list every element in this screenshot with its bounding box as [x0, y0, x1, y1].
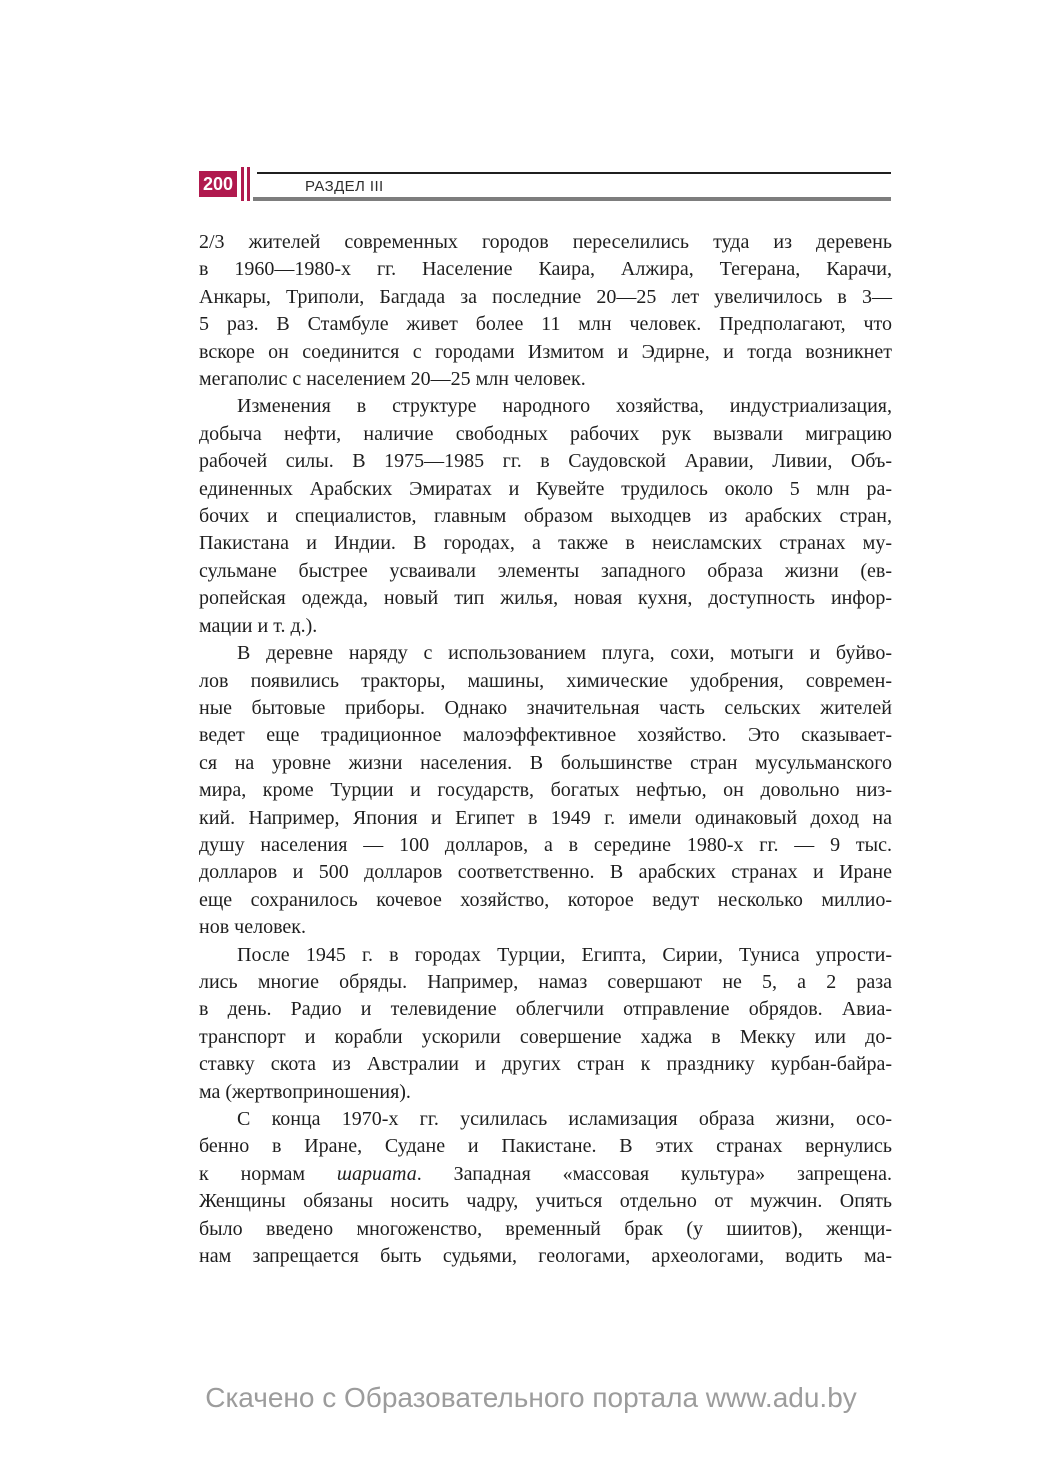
- header-rule-top: [257, 172, 891, 174]
- text-segment: к нормам: [199, 1162, 337, 1185]
- text-line: ма (жертвоприношения).: [199, 1080, 411, 1103]
- text-line: мегаполис с населением 20—25 млн человек.: [199, 368, 586, 391]
- text-line: добыча нефти, наличие свободных рабочих рук вызвали миграцию: [199, 422, 892, 445]
- text-line: ведет еще традиционное малоэффективное хозяйство. Это сказывает-: [199, 724, 892, 747]
- text-line: в 1960—1980-х гг. Население Каира, Алжира, Тегерана, Карачи,: [199, 258, 892, 281]
- header-accent-bar: [247, 167, 250, 201]
- text-line: [199, 1161, 892, 1188]
- text-line: единенных Арабских Эмиратах и Кувейте трудилось около 5 млн ра-: [199, 477, 892, 500]
- text-line: еще сохранилось кочевое хозяйство, которое ведут несколько миллио-: [199, 888, 892, 911]
- header-accent-bar: [241, 167, 244, 201]
- page-header: [0, 0, 1062, 220]
- page-number-badge: 200: [199, 171, 237, 197]
- text-line: нам запрещается быть судьями, геологами, археологами, водить ма-: [199, 1245, 892, 1268]
- text-line: нов человек.: [199, 916, 306, 939]
- text-line: 2/3 жителей современных городов переселились туда из деревень: [199, 231, 892, 253]
- text-line: ставку скота из Австралии и других стран к празднику курбан-байра-: [199, 1053, 892, 1076]
- text-line: сульмане быстрее усваивали элементы западного образа жизни (ев-: [199, 559, 892, 582]
- text-line: мира, кроме Турции и государств, богатых нефтью, он довольно низ-: [199, 779, 892, 802]
- text-line: мации и т. д.).: [199, 614, 318, 637]
- watermark-text: Скачено с Образовательного портала www.adu.by: [205, 1382, 857, 1413]
- section-title: РАЗДЕЛ III: [305, 178, 384, 195]
- text-line: транспорт и корабли ускорили совершение хаджа в Мекку или до-: [199, 1025, 892, 1048]
- text-line: ропейская одежда, новый тип жилья, новая кухня, доступность инфор-: [199, 587, 892, 610]
- text-line: После 1945 г. в городах Турции, Египта, Сирии, Туниса упрости-: [237, 943, 892, 966]
- text-line: в день. Радио и телевидение облегчили отправление обрядов. Авиа-: [199, 998, 892, 1021]
- text-line: было введено многоженство, временный брак (у шиитов), женщи-: [199, 1217, 892, 1240]
- text-line: бенно в Иране, Судане и Пакистане. В этих странах вернулись: [199, 1135, 892, 1158]
- text-line: С конца 1970-х гг. усилилась исламизация образа жизни, осо-: [237, 1108, 892, 1130]
- text-line: Анкары, Триполи, Багдада за последние 20—25 лет увеличилось в 3—: [199, 285, 892, 308]
- text-line: вскоре он соединится с городами Измитом и Эдирне, и тогда возникнет: [199, 340, 892, 363]
- text-line: рабочей силы. В 1975—1985 гг. в Саудовской Аравии, Ливии, Объ-: [199, 450, 892, 473]
- text-line: лись многие обряды. Например, намаз совершают не 5, а 2 раза: [199, 970, 892, 993]
- text-line: Женщины обязаны носить чадру, учиться отдельно от мужчин. Опять: [199, 1190, 892, 1213]
- text-line: Изменения в структуре народного хозяйства, индустриализация,: [237, 395, 892, 418]
- text-line: бочих и специалистов, главным образом выходцев из арабских стран,: [199, 505, 892, 528]
- text-line: кий. Например, Япония и Египет в 1949 г. имели одинаковый доход на: [199, 806, 892, 829]
- text-line: долларов и 500 долларов соответственно. В арабских странах и Иране: [199, 861, 892, 884]
- text-line: В деревне наряду с использованием плуга, сохи, мотыги и буйво-: [237, 642, 892, 665]
- text-line: ные бытовые приборы. Однако значительная часть сельских жителей: [199, 696, 892, 719]
- text-line: лов появились тракторы, машины, химические удобрения, современ-: [199, 669, 892, 692]
- text-line: 5 раз. В Стамбуле живет более 11 млн человек. Предполагают, что: [199, 313, 892, 336]
- emphasized-term: шариата: [336, 1162, 417, 1185]
- header-rule-bottom: [253, 197, 891, 201]
- text-line: Пакистана и Индии. В городах, а также в неисламских странах му-: [199, 532, 892, 555]
- text-line: ся на уровне жизни населения. В большинстве стран мусульманского: [199, 751, 892, 774]
- text-line: душу населения — 100 долларов, а в середине 1980-х гг. — 9 тыс.: [199, 833, 892, 856]
- text-segment: . Западная «массовая культура» запрещена.: [416, 1162, 892, 1185]
- page-body-text: [199, 229, 892, 1270]
